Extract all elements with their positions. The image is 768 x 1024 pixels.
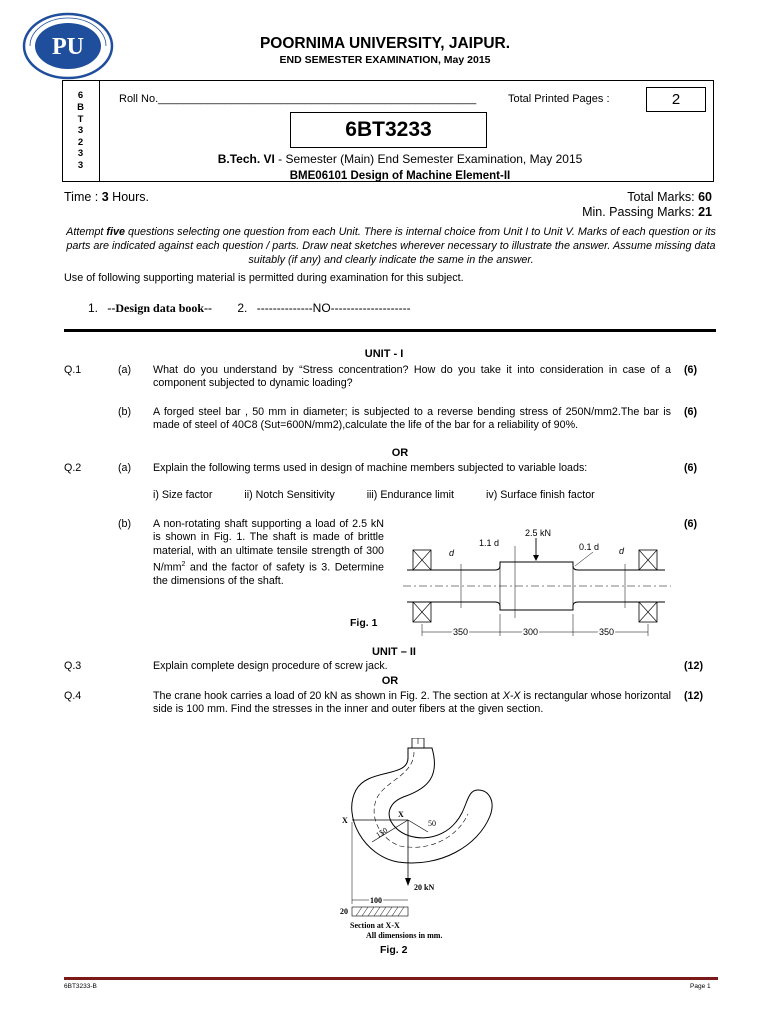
total-pages-value: 2	[646, 87, 706, 112]
q2b-text-part: A non-rotating shaft supporting a load of 2.5 kN is shown in Fig. 1. The shaft is made of brittle material, with an ultimate tensile strength of 300 N/mm	[153, 518, 384, 574]
support-item-1: --Design data book--	[107, 301, 213, 315]
q4-section: X-X	[502, 690, 521, 702]
q1b-marks: (6)	[684, 406, 698, 418]
fig1-label: Fig. 1	[350, 617, 378, 629]
q2-number: Q.2	[64, 462, 82, 474]
term-item: iv) Surface finish factor	[486, 489, 595, 501]
paper-code-vertical	[62, 80, 100, 182]
min-marks-label: Min. Passing Marks:	[582, 205, 699, 219]
fig2-crane-hook-diagram	[328, 738, 508, 943]
university-logo	[22, 12, 114, 80]
fig1-dim-1.1d: 1.1 d	[479, 538, 500, 548]
q2b-text	[153, 518, 384, 589]
fig1-shaft-diagram	[403, 524, 673, 642]
university-name: POORNIMA UNIVERSITY, JAIPUR.	[259, 35, 511, 52]
fig1-d-right: d	[619, 546, 625, 556]
fig1-len-3: 350	[599, 627, 615, 637]
q4-marks: (12)	[684, 690, 704, 702]
q1a-text: What do you understand by “Stress concentration? How do you take it into consideration in case of a component subjected to dynamic loading?	[153, 364, 671, 390]
instr-text: Attempt	[66, 226, 107, 238]
instr-bold: five	[106, 226, 125, 238]
footer-code: 6BT3233-B	[64, 983, 97, 990]
fig2-section: Section at X-X	[350, 921, 400, 930]
fig2-load: 20 kN	[414, 883, 435, 892]
code-char: 3	[77, 125, 84, 137]
support-material-note: Use of following supporting material is permitted during examination for this subject.	[64, 272, 464, 284]
term-item: i) Size factor	[153, 489, 213, 501]
total-marks-label: Total Marks:	[627, 190, 699, 204]
item-number: 2.	[237, 301, 248, 315]
or-divider: OR	[381, 675, 399, 687]
fig2-x-right: X	[398, 810, 404, 819]
q4-number: Q.4	[64, 690, 82, 702]
support-items	[88, 301, 411, 316]
min-passing-marks	[582, 205, 712, 219]
min-marks-value: 21	[698, 205, 712, 219]
q3-marks: (12)	[684, 660, 704, 672]
q1b-text: A forged steel bar , 50 mm in diameter; is subjected to a reverse bending stress of 250N/mm2.The bar is made of steel of 40C8 (Sut=600N/mm2),calculate the life of the bar for a reliability of 90%.	[153, 406, 671, 432]
q1b-label: (b)	[118, 406, 132, 418]
instructions	[66, 225, 716, 267]
time-info	[64, 190, 149, 204]
q1a-marks: (6)	[684, 364, 698, 376]
fig2-r150: 150	[374, 825, 390, 840]
term-item: iii) Endurance limit	[366, 489, 454, 501]
q1a-label: (a)	[118, 364, 132, 376]
fig2-note: All dimensions in mm.	[366, 931, 443, 940]
roll-no-field: Roll No.____________________________________________________	[119, 93, 477, 105]
divider	[64, 329, 716, 332]
svg-text:PU: PU	[52, 34, 84, 60]
fig2-label: Fig. 2	[380, 944, 408, 956]
footer-divider	[64, 977, 718, 980]
semester-line	[120, 152, 680, 166]
superscript: 2	[181, 561, 186, 569]
semester-text: - Semester (Main) End Semester Examination, May 2015	[274, 152, 583, 166]
fig2-t20: 20	[340, 907, 348, 916]
fig2-w100: 100	[370, 896, 382, 905]
unit-2-title: UNIT – II	[371, 646, 416, 658]
fig1-len-1: 350	[453, 627, 469, 637]
subject-line: BME06101 Design of Machine Element-II	[289, 170, 511, 182]
q3-text: Explain complete design procedure of screw jack.	[153, 660, 388, 672]
unit-1-title: UNIT - I	[364, 348, 404, 360]
code-char: 6	[77, 90, 84, 102]
fig1-load-label: 2.5 kN	[525, 528, 552, 538]
code-char: 3	[77, 148, 84, 160]
exam-title: END SEMESTER EXAMINATION, May 2015	[279, 54, 491, 66]
fig1-len-2: 300	[523, 627, 539, 637]
term-item: ii) Notch Sensitivity	[244, 489, 335, 501]
fig2-r50: 50	[428, 819, 436, 828]
q1-number: Q.1	[64, 364, 82, 376]
q2b-label: (b)	[118, 518, 132, 530]
q2a-marks: (6)	[684, 462, 698, 474]
code-char: B	[77, 102, 84, 114]
item-number: 1.	[88, 301, 99, 315]
code-char: 3	[77, 159, 84, 171]
total-marks	[627, 190, 712, 204]
code-char: T	[77, 113, 84, 125]
fig1-dim-0.1d: 0.1 d	[579, 542, 600, 552]
q4-text-part: The crane hook carries a load of 20 kN as shown in Fig. 2. The section at	[153, 690, 503, 702]
time-label: Time :	[64, 190, 102, 204]
q2b-text-part: and the factor of safety is 3. Determine the dimensions of the shaft.	[153, 561, 384, 588]
q2a-text: Explain the following terms used in design of machine members subjected to variable loads:	[153, 462, 588, 474]
total-marks-value: 60	[698, 190, 712, 204]
paper-code: 6BT3233	[290, 112, 487, 148]
terms-list	[153, 489, 673, 501]
q2a-label: (a)	[118, 462, 132, 474]
footer-page-number: Page 1	[690, 983, 711, 990]
fig2-x-left: X	[342, 816, 348, 825]
fig1-d-left: d	[449, 548, 455, 558]
q2b-marks: (6)	[684, 518, 698, 530]
time-unit: Hours.	[108, 190, 149, 204]
q4-text	[153, 690, 671, 717]
total-pages-label: Total Printed Pages :	[508, 93, 610, 105]
support-item-2: --------------NO--------------------	[256, 301, 411, 315]
instr-text: questions selecting one question from each Unit. There is internal choice from Unit I to Unit V. Marks of each question or its parts are indicated against each question / parts. Draw neat sketches wherever necessary to illustrate the answer. Assume missing data suitably (if any) and clearly indicate the same in the answer.	[66, 226, 716, 266]
q3-number: Q.3	[64, 660, 82, 672]
code-char: 2	[77, 136, 84, 148]
q4-text-part: is rectangular whose horizontal side is 100 mm. Find the stresses in the inner and outer fibers at the given section.	[153, 690, 671, 716]
degree: B.Tech. VI	[217, 152, 275, 166]
time-value: 3	[101, 190, 109, 204]
or-divider: OR	[391, 447, 409, 459]
